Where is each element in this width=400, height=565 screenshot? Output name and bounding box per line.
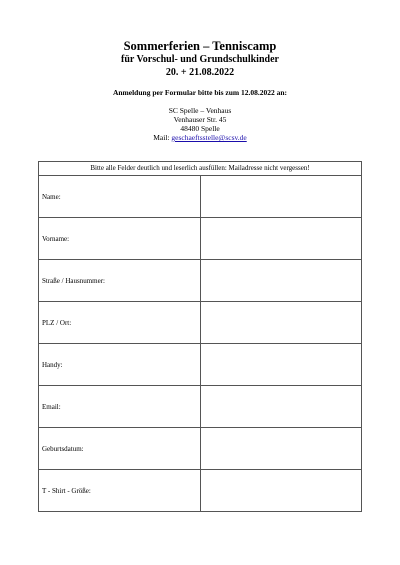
field-label-plz-ort: PLZ / Ort:: [39, 302, 201, 344]
field-input-strasse[interactable]: [200, 260, 362, 302]
field-input-name[interactable]: [200, 176, 362, 218]
form-row-email: [39, 386, 362, 428]
mail-link[interactable]: geschaeftsstelle@scsv.de: [171, 133, 247, 142]
registration-deadline-notice: Anmeldung per Formular bitte bis zum 12.08.2022 an:: [112, 88, 288, 97]
field-input-handy[interactable]: [200, 344, 362, 386]
form-instruction: Bitte alle Felder deutlich und leserlich ausfüllen: Mailadresse nicht vergessen!: [39, 162, 362, 176]
page-subtitle: für Vorschul- und Grundschulkinder: [121, 54, 279, 65]
field-label-geburtsdatum: Geburtsdatum:: [39, 428, 201, 470]
field-input-tshirt[interactable]: [200, 470, 362, 512]
camp-dates: 20. + 21.08.2022: [165, 67, 235, 78]
field-input-email[interactable]: [200, 386, 362, 428]
form-row-name: [39, 176, 362, 218]
form-row-plz-ort: [39, 302, 362, 344]
field-label-strasse: Straße / Hausnummer:: [39, 260, 201, 302]
field-input-vorname[interactable]: [200, 218, 362, 260]
registration-form-table: [38, 161, 362, 512]
field-label-vorname: Vorname:: [39, 218, 201, 260]
field-label-tshirt: T - Shirt - Größe:: [39, 470, 201, 512]
club-mail-line: [0, 133, 400, 142]
club-name: SC Spelle – Venhaus: [168, 106, 232, 115]
page-title: Sommerferien – Tenniscamp: [123, 39, 277, 53]
form-row-tshirt: [39, 470, 362, 512]
field-label-email: Email:: [39, 386, 201, 428]
field-label-handy: Handy:: [39, 344, 201, 386]
form-row-handy: [39, 344, 362, 386]
form-row-strasse: [39, 260, 362, 302]
mail-prefix: Mail:: [153, 133, 172, 142]
club-city: 48480 Spelle: [180, 124, 220, 133]
field-input-geburtsdatum[interactable]: [200, 428, 362, 470]
field-label-name: Name:: [39, 176, 201, 218]
form-row-vorname: [39, 218, 362, 260]
form-row-geburtsdatum: [39, 428, 362, 470]
club-street: Venhauser Str. 45: [173, 115, 227, 124]
field-input-plz-ort[interactable]: [200, 302, 362, 344]
